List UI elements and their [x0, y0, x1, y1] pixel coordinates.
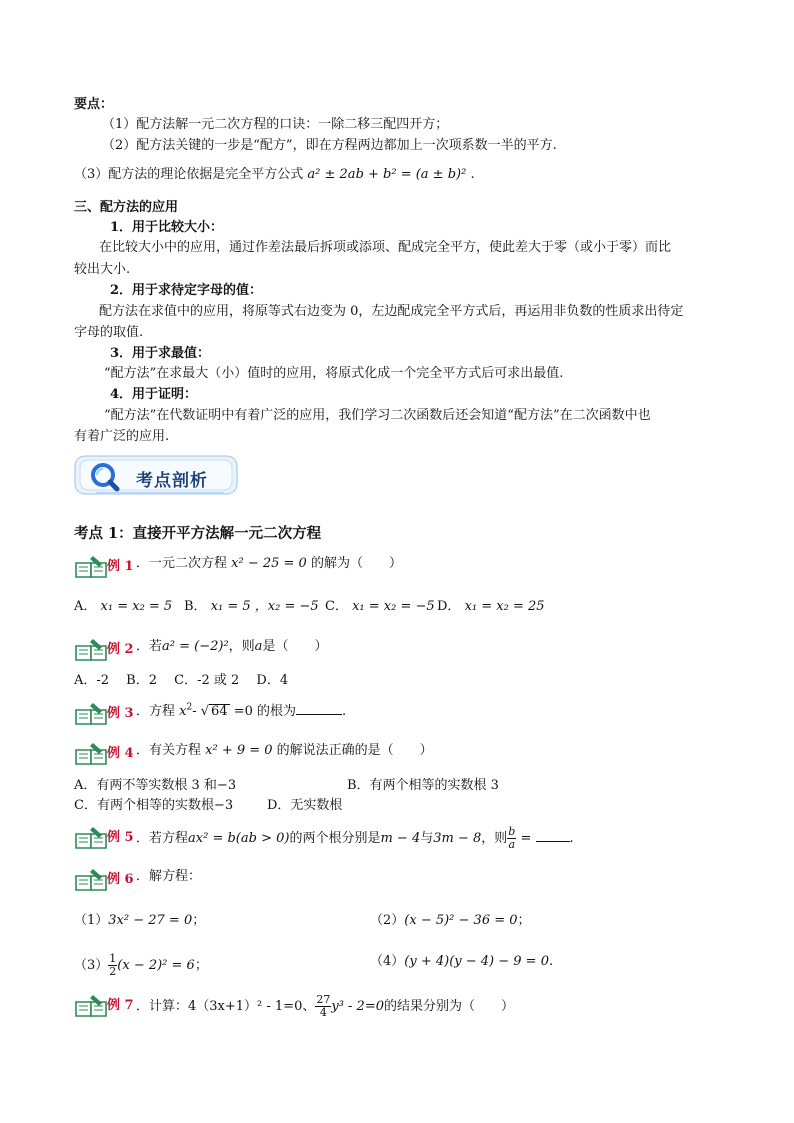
book-pencil-icon [74, 994, 110, 1018]
key-point-3: （3）配方法的理论依据是完全平方公式 a² ± 2ab + b² = (a ± b)² . [74, 167, 475, 182]
example-label: 例 5 [107, 830, 134, 845]
book-pencil-icon [74, 702, 110, 726]
paragraph-text: “配方法”在代数证明中有着广泛的应用，我们学习二次函数后还会知道“配方法”在二次函数中也 [104, 408, 651, 423]
fraction: $\frac{b}{a}$ [508, 825, 516, 851]
key-points-heading: 要点： [74, 97, 114, 112]
example-6-q3: （3） $\frac{1}{2}$ (x − 2)² = 6； [74, 952, 208, 978]
key-point-1: （1）配方法解一元二次方程的口诀：一除二移三配四开方； [102, 117, 449, 132]
subsection-3-title: 3．用于求最值： [110, 346, 211, 361]
example-6-q1: （1）3x² − 27 = 0； [74, 913, 206, 928]
example-4-option-c[interactable]: C．有两个相等的实数根−3 [74, 798, 234, 813]
example-4-option-a[interactable]: A．有两不等实数根 3 和−3 [74, 778, 237, 793]
example-3-stem: ．方程 $x^2-$ √ 64 =0 的根为 . [136, 702, 347, 719]
example-label: 例 3 [107, 706, 134, 721]
paragraph-text: 在比较大小中的应用，通过作差法最后拆项或添项、配成完全平方，使此差大于零（或小于零）而比 [99, 240, 672, 255]
fraction: $\frac{1}{2}$ [109, 952, 117, 978]
book-pencil-icon [74, 826, 110, 850]
answer-blank[interactable] [536, 829, 570, 842]
example-1-stem: ．一元二次方程 x² − 25 = 0 的解为（ ） [136, 556, 402, 571]
book-pencil-icon [74, 742, 110, 766]
example-1-option-c[interactable]: C． x₁ = x₂ = −5 [325, 599, 435, 614]
magnifier-icon [88, 460, 122, 494]
example-6-q2: （2）(x − 5)² − 36 = 0； [370, 913, 531, 928]
key-point-2: （2）配方法关键的一步是“配方”，即在方程两边都加上一次项系数一半的平方. [102, 138, 557, 153]
example-1-option-b[interactable]: B． x₁ = 5 ，x₂ = −5 [184, 599, 319, 614]
book-pencil-icon [74, 638, 110, 662]
example-7-stem: ．计算：4（3x+1）² - 1=0、 $\frac{27}{4}$ y³ - 2=0的结果分别为（ ） [136, 993, 515, 1019]
book-pencil-icon [74, 868, 110, 892]
example-label: 例 6 [107, 872, 134, 887]
topic-heading: 考点 1：直接开平方法解一元二次方程 [74, 525, 322, 542]
example-1-option-d[interactable]: D． x₁ = x₂ = 25 [437, 599, 545, 614]
paragraph-text: “配方法”在求最大（小）值时的应用，将原式化成一个完全平方式后可求出最值. [104, 366, 564, 381]
example-1-option-a[interactable]: A． x₁ = x₂ = 5 [74, 599, 173, 614]
example-label: 例 1 [107, 559, 134, 574]
example-4-option-d[interactable]: D．无实数根 [267, 798, 343, 813]
paragraph-text: 有着广泛的应用. [74, 429, 170, 444]
example-4-option-b[interactable]: B．有两个相等的实数根 3 [347, 778, 499, 793]
paragraph-text: 字母的取值. [74, 325, 144, 340]
subsection-1-title: 1．用于比较大小： [110, 220, 224, 235]
subsection-4-title: 4．用于证明： [110, 387, 198, 402]
example-label: 例 2 [107, 642, 134, 657]
book-pencil-icon [74, 555, 110, 579]
section-banner [74, 452, 240, 496]
example-6-stem: ．解方程： [136, 869, 202, 884]
perfect-square-formula: a² ± 2ab + b² = (a ± b)² [307, 167, 467, 182]
example-4-stem: ．有关方程 x² + 9 = 0 的解说法正确的是（ ） [136, 743, 433, 758]
paragraph-text: 较出大小. [74, 262, 131, 277]
subsection-2-title: 2．用于求待定字母的值： [110, 283, 263, 298]
banner-label: 考点剖析 [136, 471, 208, 491]
paragraph-text: 配方法在求值中的应用，将原等式右边变为 0，左边配成完全平方式后，再运用非负数的性质求出待定 [99, 304, 684, 319]
example-2-stem: ．若a² = (−2)²，则a是（ ） [136, 639, 328, 654]
answer-blank[interactable] [296, 702, 342, 715]
example-5-stem: ．若方程ax² = b(ab > 0)的两个根分别是m − 4与3m − 8，则 $\frac{b}{a}$ = . [136, 825, 574, 851]
section-heading: 三、配方法的应用 [74, 200, 179, 215]
example-6-q4: （4）(y + 4)(y − 4) − 9 = 0. [370, 954, 554, 969]
example-2-options[interactable]: A．-2 B．2 C．-2 或 2 D．4 [74, 673, 289, 688]
example-label: 例 7 [107, 998, 134, 1013]
fraction: $\frac{27}{4}$ [316, 993, 331, 1019]
example-label: 例 4 [107, 746, 134, 761]
